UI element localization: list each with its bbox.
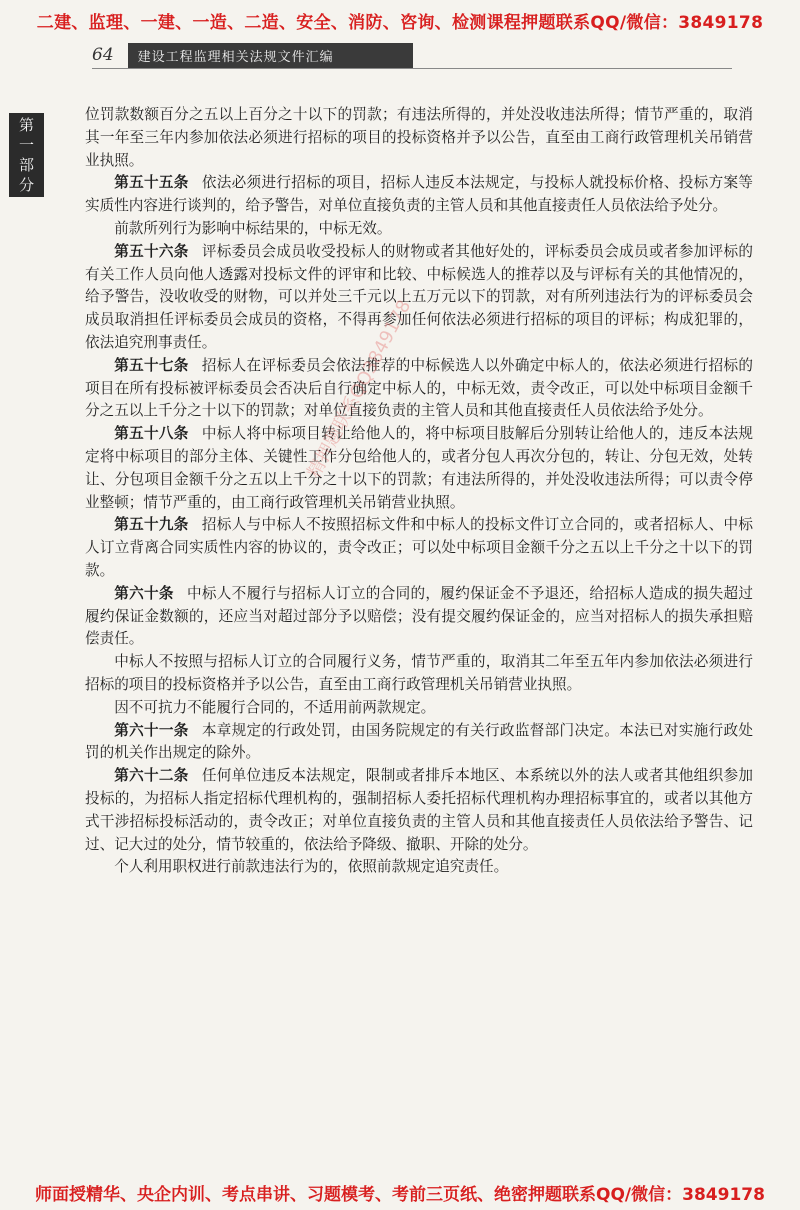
header-divider bbox=[92, 68, 732, 69]
paragraph-text: 招标人与中标人不按照招标文件和中标人的投标文件订立合同的，或者招标人、中标人订立背离合同实质性内容的协议的，责令改正；可以处中标项目金额千分之五以上千分之十以下的罚款。 bbox=[85, 516, 753, 579]
page-header bbox=[92, 44, 413, 66]
article-number: 第六十一条 bbox=[114, 721, 189, 739]
side-tab-char: 一 bbox=[18, 136, 34, 154]
paragraph bbox=[85, 172, 753, 218]
top-promo-banner: 二建、监理、一建、一造、二造、安全、消防、咨询、检测课程押题联系QQ/微信：3849178 bbox=[36, 13, 764, 33]
article-number: 第六十条 bbox=[114, 584, 174, 602]
paragraph-text: 依法必须进行招标的项目，招标人违反本法规定，与投标人就投标价格、投标方案等实质性内容进行谈判的，给予警告，对单位直接负责的主管人员和其他直接责任人员依法给予处分。 bbox=[85, 174, 753, 215]
side-tab-char: 第 bbox=[18, 116, 34, 134]
paragraph bbox=[85, 697, 753, 720]
paragraph-text: 任何单位违反本法规定，限制或者排斥本地区、本系统以外的法人或者其他组织参加投标的，为招标人指定招标代理机构的，强制招标人委托招标代理机构办理招标事宜的，或者以其他方式干涉招标投标活动的，责令改正；对单位直接负责的主管人员和其他直接责任人员依法给予警告、记过、记大过的处分，情节较重的，依法给予降级、撤职、开除的处分。 bbox=[85, 767, 753, 853]
paragraph-text: 前款所列行为影响中标结果的，中标无效。 bbox=[114, 219, 392, 237]
paragraph bbox=[85, 720, 753, 766]
article-number: 第六十二条 bbox=[114, 767, 189, 785]
paragraph-text: 位罚款数额百分之五以上百分之十以下的罚款；有违法所得的，并处没收违法所得；情节严重的，取消其一年至三年内参加依法必须进行招标的项目的投标资格并予以公告，直至由工商行政管理机关吊销营业执照。 bbox=[85, 106, 753, 169]
paragraph-text: 因不可抗力不能履行合同的，不适用前两款规定。 bbox=[114, 698, 436, 716]
paragraph bbox=[85, 241, 753, 355]
bottom-promo-banner: 师面授精华、央企内训、考点串讲、习题模考、考前三页纸、绝密押题联系QQ/微信：3849178 bbox=[35, 1185, 765, 1205]
article-number: 第五十八条 bbox=[114, 425, 189, 443]
paragraph bbox=[85, 583, 753, 651]
article-body bbox=[85, 104, 753, 879]
paragraph-text: 本章规定的行政处罚，由国务院规定的有关行政监督部门决定。本法已对实施行政处罚的机关作出规定的除外。 bbox=[85, 721, 753, 762]
paragraph bbox=[85, 423, 753, 514]
article-number: 第五十七条 bbox=[114, 356, 189, 374]
part-side-tab bbox=[9, 113, 44, 197]
paragraph bbox=[85, 355, 753, 423]
paragraph bbox=[85, 104, 753, 172]
paragraph-text: 中标人将中标项目转让给他人的，将中标项目肢解后分别转让给他人的，违反本法规定将中标项目的部分主体、关键性工作分包给他人的，或者分包人再次分包的，转让、分包无效，处转让、分包项目金额千分之五以上千分之十以下的罚款；有违法所得的，并处没收违法所得；可以责令停业整顿；情节严重的，由工商行政管理机关吊销营业执照。 bbox=[85, 425, 753, 511]
paragraph-text: 招标人在评标委员会依法推荐的中标候选人以外确定中标人的，依法必须进行招标的项目在所有投标被评标委员会否决后自行确定中标人的，中标无效，责令改正，可以处中标项目金额千分之五以上千分之十以下的罚款；对单位直接负责的主管人员和其他直接责任人员依法给予处分。 bbox=[85, 356, 753, 420]
paragraph bbox=[85, 514, 753, 582]
paragraph-text: 个人利用职权进行前款违法行为的，依照前款规定追究责任。 bbox=[114, 858, 509, 876]
side-tab-char: 部 bbox=[18, 156, 34, 174]
paragraph bbox=[85, 218, 753, 241]
paragraph-text: 中标人不按照与招标人订立的合同履行义务，情节严重的，取消其二年至五年内参加依法必须进行招标的项目的投标资格并予以公告，直至由工商行政管理机关吊销营业执照。 bbox=[85, 653, 753, 693]
paragraph-text: 中标人不履行与招标人订立的合同的，履约保证金不予退还，给招标人造成的损失超过履约保证金数额的，还应当对超过部分予以赔偿；没有提交履约保证金的，应当对招标人的损失承担赔偿责任。 bbox=[85, 584, 753, 648]
page-number: 64 bbox=[92, 45, 114, 65]
article-number: 第五十九条 bbox=[114, 516, 189, 534]
watermark-text: 精押题联系QQ3849178 bbox=[303, 296, 416, 482]
paragraph bbox=[85, 651, 753, 697]
paragraph bbox=[85, 856, 753, 879]
paragraph bbox=[85, 765, 753, 856]
article-number: 第五十六条 bbox=[114, 242, 189, 260]
side-tab-char: 分 bbox=[18, 176, 34, 194]
book-title: 建设工程监理相关法规文件汇编 bbox=[128, 43, 413, 68]
article-number: 第五十五条 bbox=[114, 174, 189, 192]
paragraph-text: 评标委员会成员收受投标人的财物或者其他好处的，评标委员会成员或者参加评标的有关工作人员向他人透露对投标文件的评审和比较、中标候选人的推荐以及与评标有关的其他情况的，给予警告，没收收受的财物，可以并处三千元以上五万元以下的罚款，对有所列违法行为的评标委员会成员取消担任评标委员会成员的资格，不得再参加任何依法必须进行招标的项目的评标；构成犯罪的，依法追究刑事责任。 bbox=[85, 242, 753, 351]
